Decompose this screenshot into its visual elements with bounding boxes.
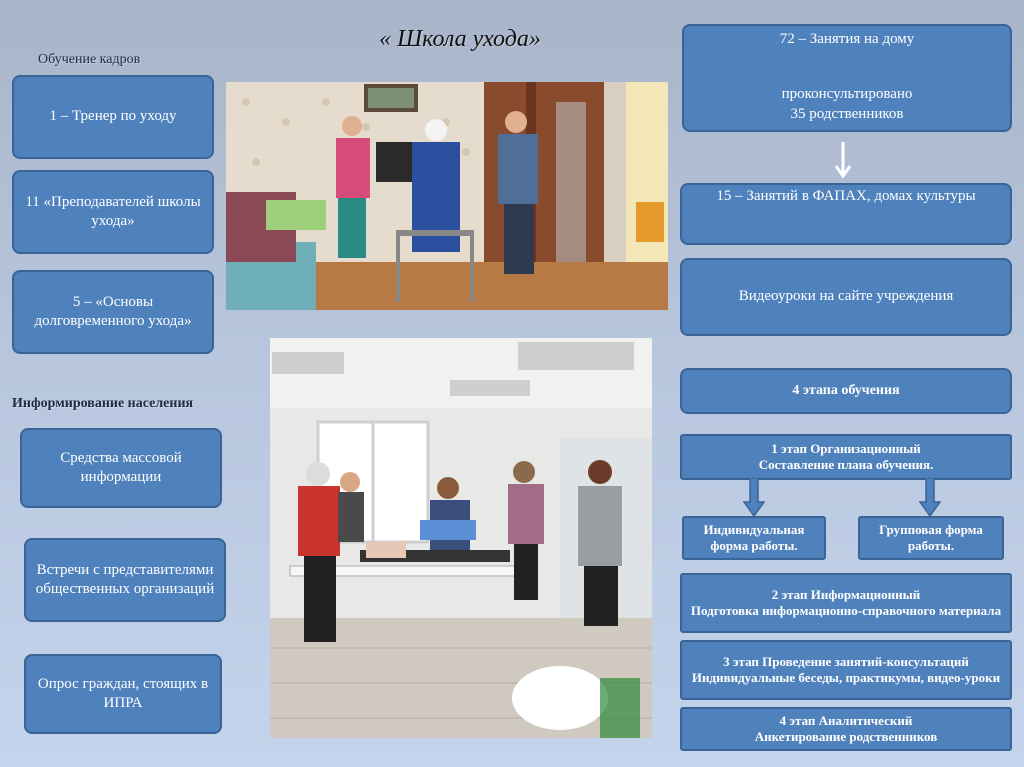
stage-3-title: 3 этап Проведение занятий-консультаций [723, 653, 969, 669]
slide-title: « Школа ухода» [379, 26, 541, 52]
arrow-down-right-icon [918, 478, 942, 518]
training-item-trainer [12, 75, 214, 159]
training-item-teachers [12, 170, 214, 254]
training-item-label: 1 – Тренер по уходу [49, 108, 177, 125]
group-form-label: Групповая форма работы. [879, 521, 983, 553]
info-item-meetings [24, 538, 226, 622]
arrow-down-icon [834, 140, 852, 180]
stage-1-box [680, 434, 1012, 480]
training-heading: Обучение кадров [38, 52, 141, 67]
individual-form-label: Индивидуальная форма работы. [703, 521, 805, 553]
photo-home-lesson [226, 82, 668, 310]
home-lessons-count: 72 – Занятия на дому [779, 31, 915, 47]
training-item-label: 5 – «Основы долговременного ухода» [34, 293, 192, 329]
photo-group-lesson [270, 338, 652, 738]
stages-title-box [680, 368, 1012, 414]
stage-2-desc: Подготовка информационно-справочного материала [690, 603, 1002, 618]
home-lessons-box [682, 24, 1012, 132]
fap-lessons-label: 15 – Занятий в ФАПАХ, домах культуры [716, 188, 976, 204]
stage-2-box [680, 573, 1012, 633]
photo-home-lesson-image [226, 82, 668, 310]
stage-3-desc: Индивидуальные беседы, практикумы, видео-уроки [691, 670, 1001, 685]
stage-3-box [680, 640, 1012, 700]
info-item-media [20, 428, 222, 508]
info-item-label: Встречи с представителями общественных организаций [35, 561, 215, 597]
arrow-down-left-icon [742, 478, 766, 518]
info-item-label: Средства массовой информации [60, 449, 182, 485]
stage-4-title: 4 этап Аналитический [779, 712, 913, 728]
group-form-box [858, 516, 1004, 560]
individual-form-box [682, 516, 826, 560]
training-item-label: 11 «Преподавателей школы ухода» [25, 193, 201, 229]
stage-2-title: 2 этап Информационный [771, 586, 921, 602]
info-heading: Информирование населения [12, 396, 194, 411]
video-lessons-box [680, 258, 1012, 336]
stage-4-desc: Анкетирование родственников [754, 729, 938, 744]
stage-1-title: 1 этап Организационный [771, 440, 921, 456]
stages-title: 4 этапа обучения [792, 382, 900, 398]
stage-1-desc: Составление плана обучения. [758, 457, 934, 472]
stage-4-box [680, 707, 1012, 751]
info-item-survey [24, 654, 222, 734]
video-lessons-label: Видеоуроки на сайте учреждения [738, 288, 954, 305]
home-lessons-consulted: проконсультировано 35 родственников [781, 86, 913, 122]
fap-lessons-box [680, 183, 1012, 245]
training-item-basics [12, 270, 214, 354]
info-item-label: Опрос граждан, стоящих в ИПРА [37, 675, 209, 711]
photo-group-lesson-image [270, 338, 652, 738]
